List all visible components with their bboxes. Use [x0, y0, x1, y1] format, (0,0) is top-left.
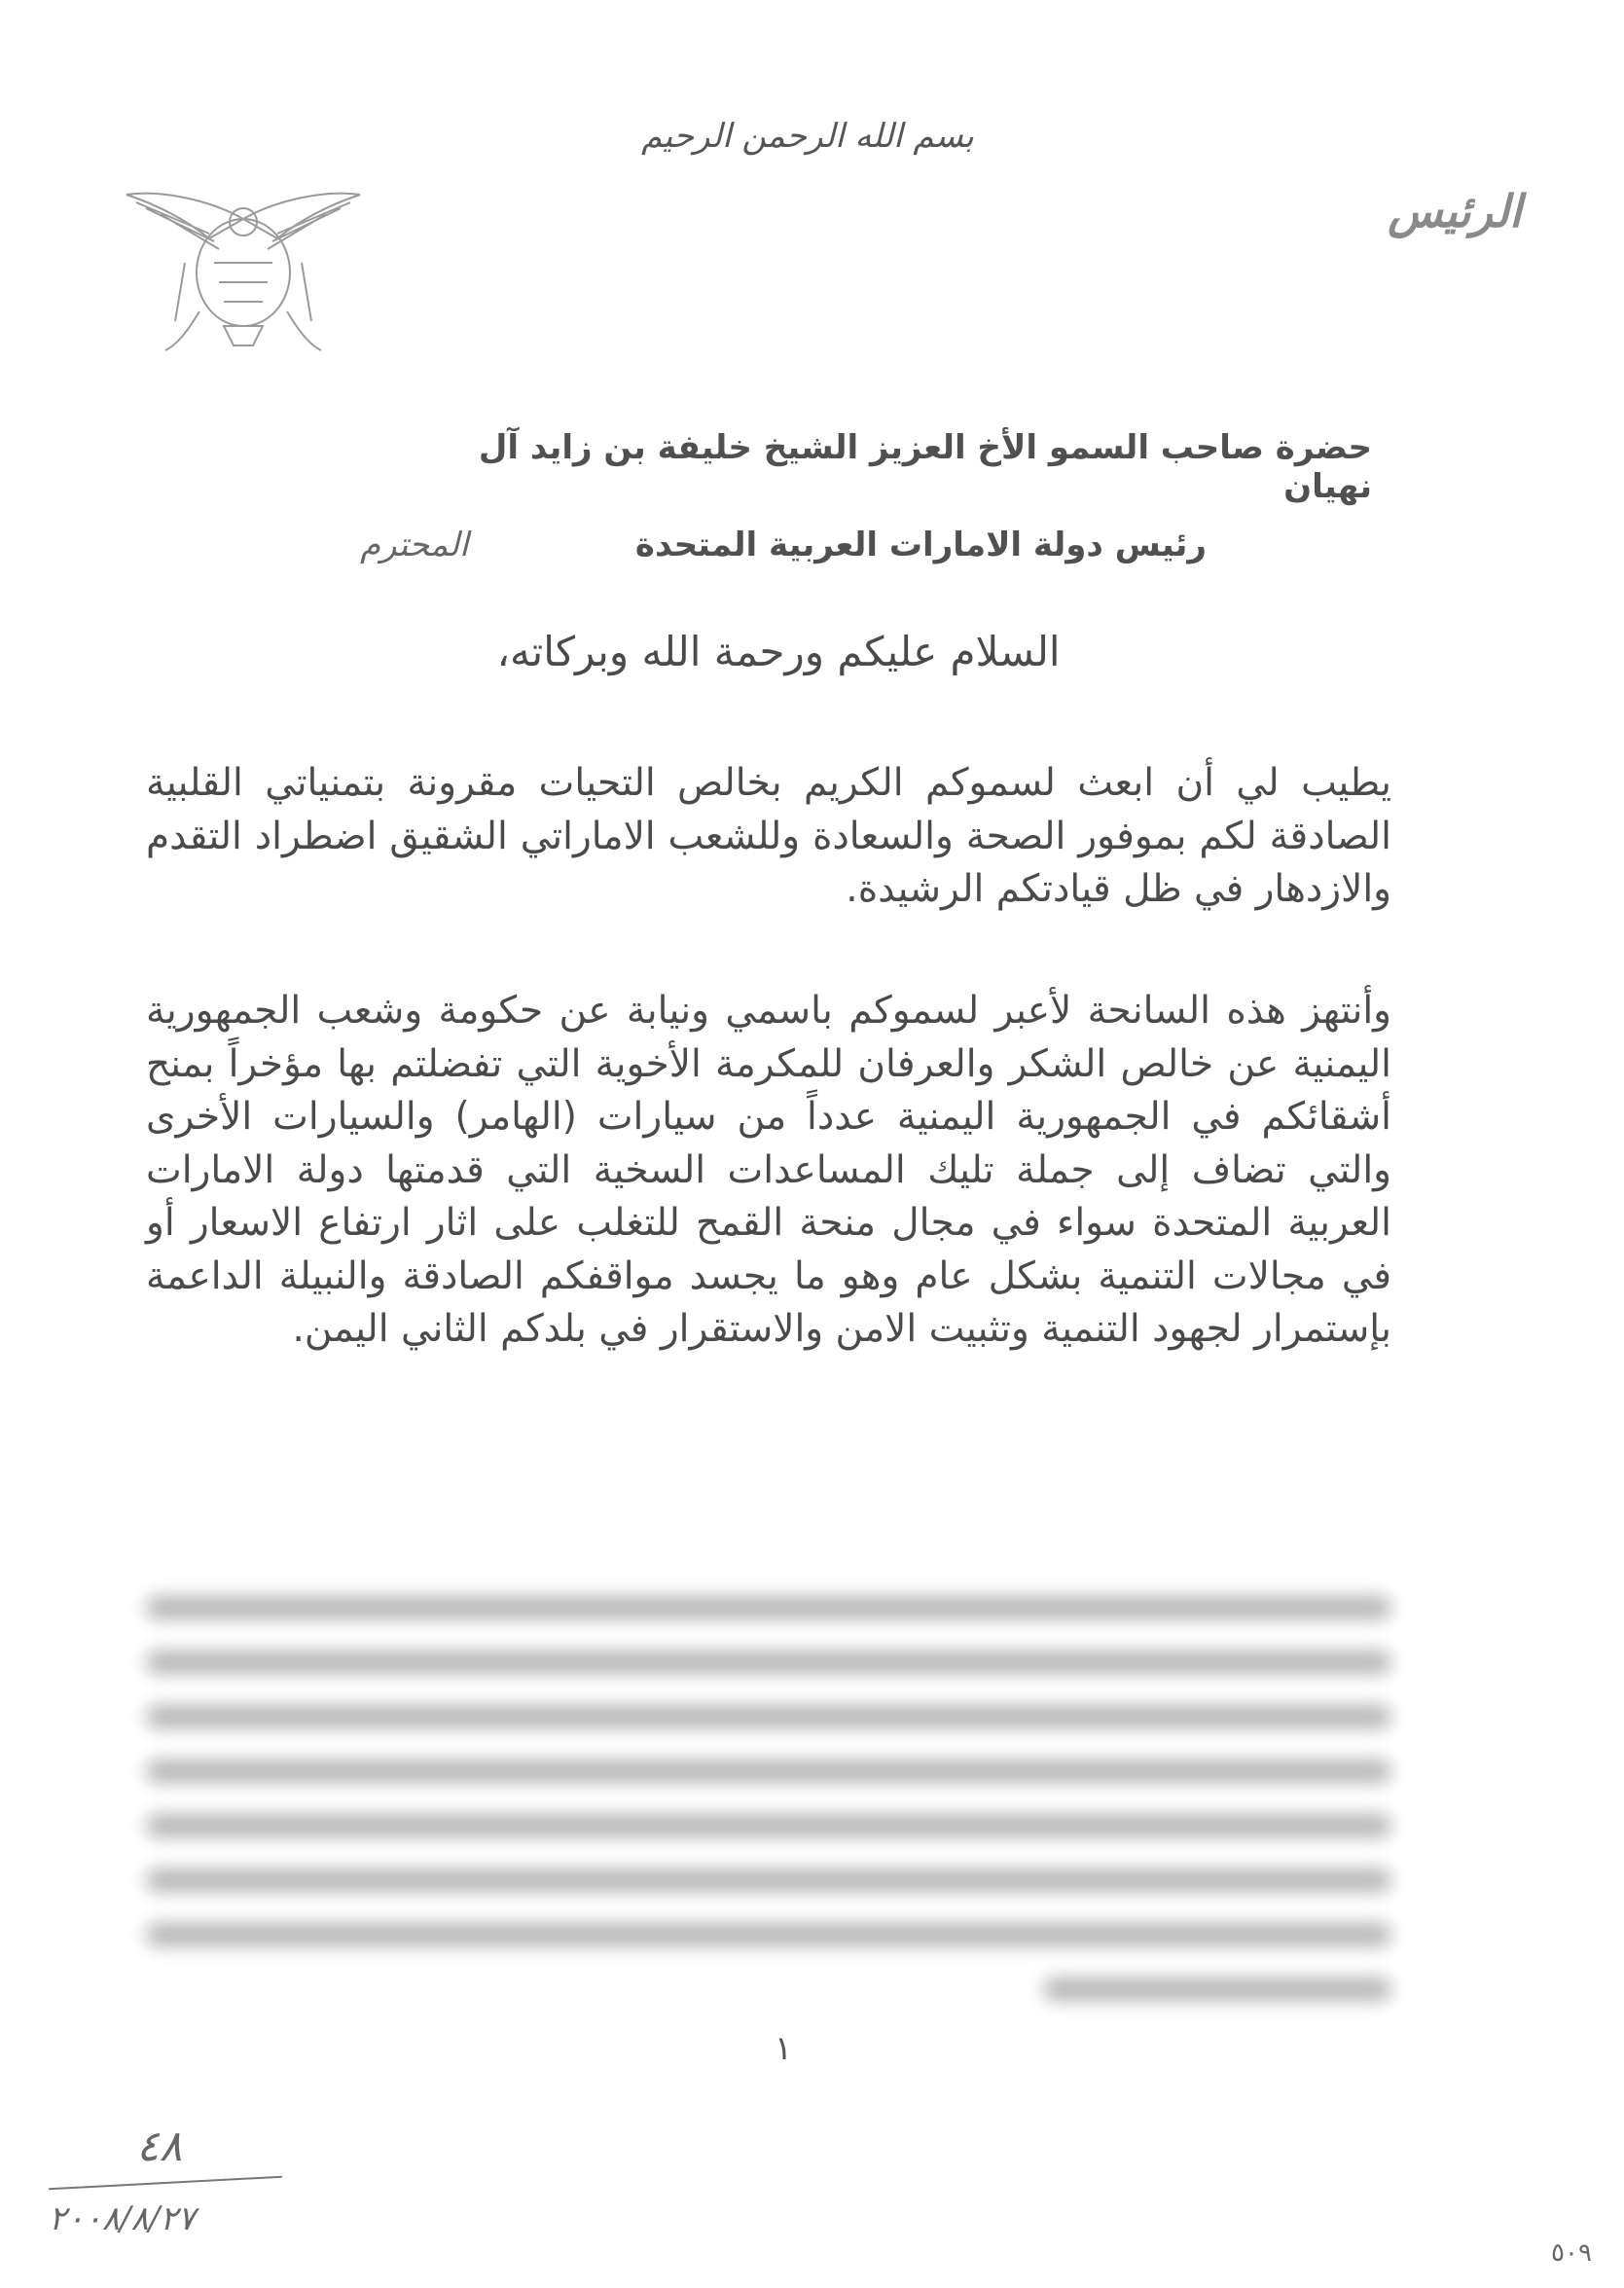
- body-paragraph-2: وأنتهز هذه السانحة لأعبر لسموكم باسمي ونيابة عن حكومة وشعب الجمهورية اليمنية عن خالص الشكر والعرفان للمكرمة الأخوية التي تفضلتم بها مؤخراً بمنح أشقائكم في الجمهورية اليمنية عدداً من سيارات (الهامر) والسيارات الأخرى والتي تضاف إلى جملة تليك المساعدات السخية التي قدمتها دولة الامارات العربية المتحدة سواء في مجال منحة القمح للتغلب على اثار ارتفاع الاسعار أو في مجالات التنمية بشكل عام وهو ما يجسد مواقفكم الصادقة والنبيلة الداعمة بإستمرار لجهود التنمية وتثبيت الامن والاستقرار في بلدكم الثاني اليمن.: [146, 989, 1391, 1351]
- presidency-title-mark: الرئيس: [1388, 185, 1522, 237]
- addressee-role-line: [292, 526, 1207, 574]
- handwritten-reference-note: [39, 2122, 292, 2268]
- document-code: ٥٠٩: [1551, 2238, 1592, 2268]
- page-number: ١: [774, 2029, 793, 2068]
- basmala-heading: بسم الله الرحمن الرحيم: [641, 117, 974, 156]
- addressee-name-line: حضرة صاحب السمو الأخ العزيز الشيخ خليفة بن زايد آل نهيان: [478, 428, 1372, 506]
- honorific: المحترم: [360, 526, 469, 564]
- state-emblem-icon: [117, 165, 370, 360]
- handwritten-number: ٤٨: [136, 2122, 183, 2171]
- handwritten-rule: [49, 2176, 282, 2191]
- redacted-blurred-paragraph: [146, 1596, 1391, 1985]
- handwritten-date: ٢٠٠٨/٨/٢٧: [49, 2199, 196, 2238]
- body-paragraph-1: يطيب لي أن ابعث لسموكم الكريم بخالص التحيات مقرونة بتمنياتي القلبية الصادقة لكم بموفور الصحة والسعادة وللشعب الاماراتي الشقيق اضطراد التقدم والازدهار في ظل قيادتكم الرشيدة.: [146, 761, 1391, 911]
- addressee-role: رئيس دولة الامارات العربية المتحدة: [634, 526, 1207, 564]
- greeting: السلام عليكم ورحمة الله وبركاته،: [496, 628, 1061, 675]
